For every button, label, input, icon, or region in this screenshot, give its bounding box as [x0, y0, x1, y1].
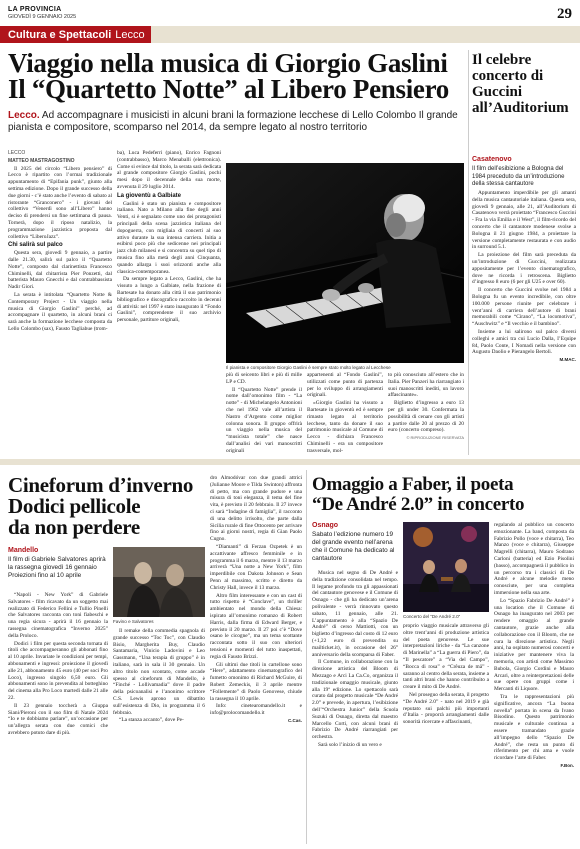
cinema-col-1: “Napoli - New York” di Gabriele Salvatores - film ricavato da un soggetto mai realizzato di Federico Fellini e Tullio Pinelli che Salvatores racconta con toni fiabeschi e una regia sicura - aprirà il 16 gennaio la rassegna cinematografica “Inverno 2025” della Proloco. Dodici i film per questa seconda tornata di titoli che accompagneranno gli abbonati fino al 10 aprile. Invariate le condizioni per tempi, abbonamenti e ingressi: proiezione il giovedì alle 21, abbonamento 45 euro (40 per soci Pro Loco), ingresso singolo 6,50 euro. Gli abbonamenti sono in prevendita al botteghino del cinema alla Pro Loco martedì dalle 21 alle 22. Il 23 gennaio toccherà a Giuppa Siani/Pieroni con il suo film di Natale 2024 “Io e te dobbiamo parlare”, un’occasione per un’allegra serata con due comici che avrebbero potuto dare di più.: [8, 592, 108, 736]
main-headline: Viaggio nella musica di Giorgio Gaslini Il “Quartetto Notte” al Libero Pensiero: [8, 48, 449, 104]
photo-caption: Il pianista e compositore Giorgio Gaslini è sempre stato molto legato al Lecchese: [226, 365, 391, 370]
faber-subheadline: Sabato l’edizione numero 19 del grande evento nell’arena che il Comune ha dedicato al cantautore: [312, 531, 395, 562]
main-col-1: LECCO MATTEO MASTRAGOSTINO Il 2025 del circolo “Libero pensiero” di Lecco è ripartito con l’ormai tradizionale appuntamento di “Epifania punk”, giunto alla settima edizione. Dopo il grande successo della due giorni - c’è stato anche l’evento di sabato al ristorante “Granconero” - i giovani del collettivo “Venerdì sono all’Libero” hanno deciso di prendersi un fine settimana di pausa. Tornerà, dopo il riposo natalizio, la programmazione jazzistica proposta dal collettivo “LiberoJazz”. Chi salirà sul palco Questa sera, giovedì 9 gennaio, a partire dalle 21.30, salirà sul palco il “Quartetto Notte”, composto dal clarinettista Francesco Chiminelli, dal chitarrista Pier Ponzetti, dal batterista Mauro Gnecchi e dal contrabbassista Nadir Giori. La serata è intitolata “Quartetto Notte & Contemporary Project - Un viaggio nella musica di Giorgio Gaslini” perché, ad accompagnare il quartetto, in alcuni brani ci sarà anche la formazione lecchese composta da Lello Colombo (sax), Fausto Tagliabue (trom-: [8, 150, 112, 332]
photo-gaslini-piano: [226, 163, 464, 363]
photo-de-andre-concert: [403, 522, 489, 612]
faber-signature: F.Bon.: [560, 762, 574, 768]
cinema-col-2: Il remake della commedia spagnola di grande successo “Toc Toc”, con Claudio Bisio, Margherita Buy, Claudio Santamaria, Vinicio Ladovini e Leo Gassmann, “Una terapia di gruppo” è in italiano, sarà in sala il 30 gennaio. Un altro titolo non scontato, come accade spesso al cineforum di Mandello, è “Finché - Lollivamadia” dove il padre della psicoanalisi e l’anonimo scrittore C.S. Lewis aprono un dibattito sull’esistenza di Dio, in programma il 6 febbraio. “La stanza accanto”, dove Pe-: [113, 628, 205, 724]
faber-col-2: proprio viaggio musicale attraverso gli oltre trent’anni di produzione artistica del poeta genovese. Le sue interpretazioni liriche - da “La canzone di Marinella” a “La guerra di Piero”, da “Il pescatore” a “Via del Campo”, “Bocca di rosa” e “Crêuza de mä” - saranno al centro della serata, insieme a tanti altri brani che hanno contribuito a creare il mito di De André. Nel proseguo della serata, il progetto “De André 2.0” - nato nel 2019 e già reputato sui palchi più importanti d’Italia - proporrà arrangiamenti dalle sonorità ricercate e affascinanti,: [403, 623, 489, 726]
newspaper-brand: LA PROVINCIA: [8, 6, 62, 13]
piano-photo-icon: [226, 163, 464, 363]
faber-headline: Omaggio a Faber, il poeta “De André 2.0” in concerto: [312, 474, 525, 515]
main-col-3: più di seicento libri e più di mille LP e CD. Il “Quartetto Notte” prende il nome dall’omonimo film - “La notte” - di Michelangelo Antonioni che nel 1962 vale all’artista il Nastro d’Argento come miglior colonna sonora. Il gruppo offrirà un viaggio nella musica del “musicista totale” che nasce dall’analisi dei vari manoscritti originali: [226, 372, 302, 454]
faber-col-3: regalando al pubblico un concerto emozionante. La band, composta da Fabrizio Pollo (voce e chitarra), Teo Manzo (voce e chitarra), Giuseppe Magrelli (chitarra), Mauro Sodrano Carloni (batteria) ed Ezio Pisolini (basso), accompagnerà il pubblico in un percorso tra i classici di De André e alcune melodie meno conosciute, per una completa immersione nella sua arte. Lo “Spazio Fabrizio De André” è una location che il Comune di Osnago ha inaugurato nel 2003 per rendere omaggio al grande cantautore, grazie anche alla collaborazione con il Bloom, che ne cura la direzione artistica. Negli anni, ha ospitato numerosi concerti e iniziative per mantenere viva la memoria, con artisti come Massimo Bubola, Giorgio Cordini e Mauro Arcari, oltre a reinterpretazioni delle sue opere con gruppi come i Mercanti di Liquore. Tra le rappresentazioni più significative, ancora “La buona novella” portata in scena da Ivano Bisodino. Questo patrimonio musicale e culturale continua a essere tramandato grazie all’impegno dello “Spazio De André”, che resta un punto di riferimento per chi ama e vuole ricordare l’arte di Faber. F.Bon.: [494, 522, 574, 768]
byline-city: LECCO: [8, 150, 26, 156]
column-divider: [306, 470, 307, 844]
section-separator: [0, 459, 580, 465]
cinema-place: Mandello: [8, 547, 39, 554]
main-col-4: appartenenti al “Fondo Gaslini”, utilizzati come punto di partenza per lo sviluppo di arrangiamenti originali. «Giorgio Gaslini ha vissuto a Bartesate in gioventù ed è sempre rimasto legato al territorio lecchese, tanto da donare il suo patrimonio musicale al Comune di Lecco - dichiara Francesco Chiminelli - era un compositore trasversale, mol-: [307, 372, 383, 454]
cinema-col-3: dro Almodóvar con due grandi attrici (Julianne Moore e Tilda Swinton) affronta di petto, ma con grande pudore e una misura di toni eleganza, il tema del fine vita, è previsto il 20 febbraio. Il 27 invece ci sarà “Indagine di famiglia”, il racconto di una delitto irrisolto, che parte dalla Sicilia rurale di fine Ottocento per arrivare fino ai giorni nostri, regia di Gian Paolo Cugno. “Diamanti” di Ferzan Ozpetek è un accattivante affresco femminile e in programma il 6 marzo, mentre il 13 marzo arriverà “Una notte a New York”, film imperdibile con Dakota Johnson e Sean Penn al massimo, scritto e diretto da Christy Hall, invece il 13 marzo. Altro film interessante e con un cast di tutto rispetto è “Conclave”, un thriller ambientato nel mondo della Chiesa: ispirato all’omonimo romanzo di Robert Harris, dalla firma di Edward Berger, e previsto il 20 marzo. Il 27 poi c’è “Dove osano le cicogne”, ma un tema scottante raccontata sotto il suo con ulteriori tensioni e momenti del tutto inaspettati, regia di Fausto Brizzi. Gli ultimi due titoli in cartellone sono “Here”, adattamento cinematografico del fumetto omonimo di Richard McGuire, di Robert Zemeckis, il 3 aprile mentre “Follemente” di Paolo Genovese, chiude la rassegna il 10 aprile. Info: cinetearomandello.it e info@prolocomandello.it C.Cas.: [210, 475, 302, 723]
main-place: Lecco.: [8, 110, 40, 121]
concert-photo-icon: [403, 522, 489, 612]
faber-photo-caption: Concerto del “De André 2.0”: [403, 614, 461, 619]
sidebar-headline: Il celebre concerto di Guccini all’Auditorium: [472, 52, 569, 116]
cinema-headline: Cineforum d’inverno Dodici pellicole da non perdere: [8, 473, 194, 539]
cinema-photo-icon: [113, 547, 205, 617]
page-number: 29: [557, 6, 572, 22]
main-col-5: to più conosciuto all’estero che in Italia. Pier Panzeri ha riarrangiato i suoi manoscritti inediti, un lavoro affascinante». Biglietto d’ingresso a euro 13 per gli under 30. Confermata la possibilità di cenare con gli artisti a partire dalle 20 al prezzo di 20 euro (concerto compreso). © RIPRODUZIONE RISERVATA: [388, 372, 464, 441]
issue-date: GIOVEDÌ 9 GENNAIO 2025: [8, 14, 77, 20]
cinema-signature: C.Cas.: [287, 717, 302, 723]
sidebar-signature: M.MAC.: [559, 357, 576, 363]
sidebar-body: Appuntamento imperdibile per gli amanti della musica cantautoriale italiana. Questa sera, giovedì 9 gennaio, alle 21, all’Auditorium di Casatenovo verrà proiettato “Francesco Guccini - Fra la via Emilia e il West”, il film-ricordo del concerto che il cantautore modenese svolse a Bologna il 21 giugno 1984, a proiettare la versione completamente restaurata e con audio in surround 5.1. La proiezione del film sarà preceduta da un’introduzione di Guccini, realizzata appositamente per l’evento cinematografico, dove ne ricorda i retroscena. Biglietto d’ingresso 8 euro (6 per gli U25 e over 60). Il concerto che Guccini svolse nel 1984 a Bologna fu un evento incredibile, con oltre 100.000 persone riunite per celebrare i vent’anni di carriera dell’autore di brani memorabili come “Cirano”, “La locomotiva”, “Auschwitz” e “Il vecchio e il bambino”. Insieme a lui salirono sul palco diversi colleghi e amici tra cui Lucio Dalla, I’Equipe 84, Paolo Conte, I Nomadi nella versione con Augusto Daolio e Pierangelo Bertoli. M.MAC.: [472, 190, 576, 363]
column-divider: [468, 50, 469, 455]
subhead: Chi salirà sul palco: [8, 242, 63, 249]
cinema-photo-caption: Favino e Salvatores: [113, 619, 154, 624]
section-bar: [0, 26, 580, 43]
main-col-2: ba), Luca Pedeferri (piano), Enrico Fagnoni (contrabbasso), Marco Menaballi (elettronica). Come si evince dal titolo, la serata sarà dedicata al grande compositore Giorgio Gaslini, pochi mesi dopo il decennale della sua morte, avvenuta il 29 luglio 2014. La gioventù a Galbiate Gaslini è stato un pianista e compositore italiano. Nato a Milano alla fine degli anni Venti, si è segnalato come uno dei protagonisti principali della scena jazzistica italiana del dopoguerra, con migliaia di concerti al suo attivo durante la sua intensa carriera. Initia a esibirsi poco più che sedicenne nei principali jazz club milanesi e si concentra su quel tipo di musica fino alla metà degli anni Cinquanta, quando allarga i suoi orizzonti anche alla classica-contemporanea. Da sempre legato a Lecco, Gaslini, che ha vissuto a lungo a Galbiate, nella frazione di Bartesate ha donato alla città il suo patrimonio bibliografico e discografico raccolto in decenni di attività: nel 1997 è stato inaugurato il “Fondo Gaslini”, comprendente il suo archivio personale, partiture originali,: [117, 150, 221, 324]
photo-favino-salvatores: [113, 547, 205, 617]
sidebar-place: Casatenovo: [472, 156, 512, 163]
sidebar-subheadline: Il film dell’esibizione a Bologna del 1984 preceduto da un’introduzione della stessa cantautore: [472, 166, 565, 187]
main-subheadline: Lecco. Ad accompagnare i musicisti in alcuni brani la formazione lecchese di Lello Colombo Il grande pianista e compositore, scomparso nel 2014, da sempre legato al nostro territorio: [8, 110, 458, 133]
copyright-note: © RIPRODUZIONE RISERVATA: [406, 435, 464, 441]
masthead: [8, 6, 572, 28]
section-label: [0, 26, 151, 43]
byline-author: MATTEO MASTRAGOSTINO: [8, 157, 75, 164]
subhead: La gioventù a Galbiate: [117, 192, 182, 199]
section-city: Lecco: [115, 28, 145, 41]
section-name: Cultura e Spettacoli: [8, 28, 112, 41]
faber-place: Osnago: [312, 522, 339, 529]
faber-col-1: Musica nel segno di De André e della tradizione consolidata nel tempo. Il legame profondo tra gli appassionati del cantautore genovese e il Comune di Osnago - che gli ha dedicato un’arena polivalente - verrà rinnovato questo sabato, 11 gennaio, alle 21. L’appuntamento è alla “Spazio De André” di cerso Mattiotti, con un biglietto d’ingresso dal costo di 12 euro (+1,22 euro di prevendita su mailticket.it), in occasione del 26° anniversario della scomparsa di Faber. Il Comune, in collaborazione con la direzione artistica del Bloom di Mezzago e Arci La Ca.Co, organizza il tradizionale omaggio musicale, giunto alla 19ª edizione. Lo spettacolo sarà curato dal progetto musicale “De André 2.0” e prevede, in apertura, l’esibizione dell’“Orchestra Junior” della Scuola Suzuki di Osnago, diretta dal maestro Marcello Corti, con alcuni brani di Fabrizio De André riarrangiati per orchestra. Sarà solo l’inizio di un vero e: [312, 570, 398, 748]
cinema-subheadline: Il film di Gabriele Salvatores aprirà la rassegna giovedì 16 gennaio Proiezioni fino al 10 aprile: [8, 556, 106, 579]
